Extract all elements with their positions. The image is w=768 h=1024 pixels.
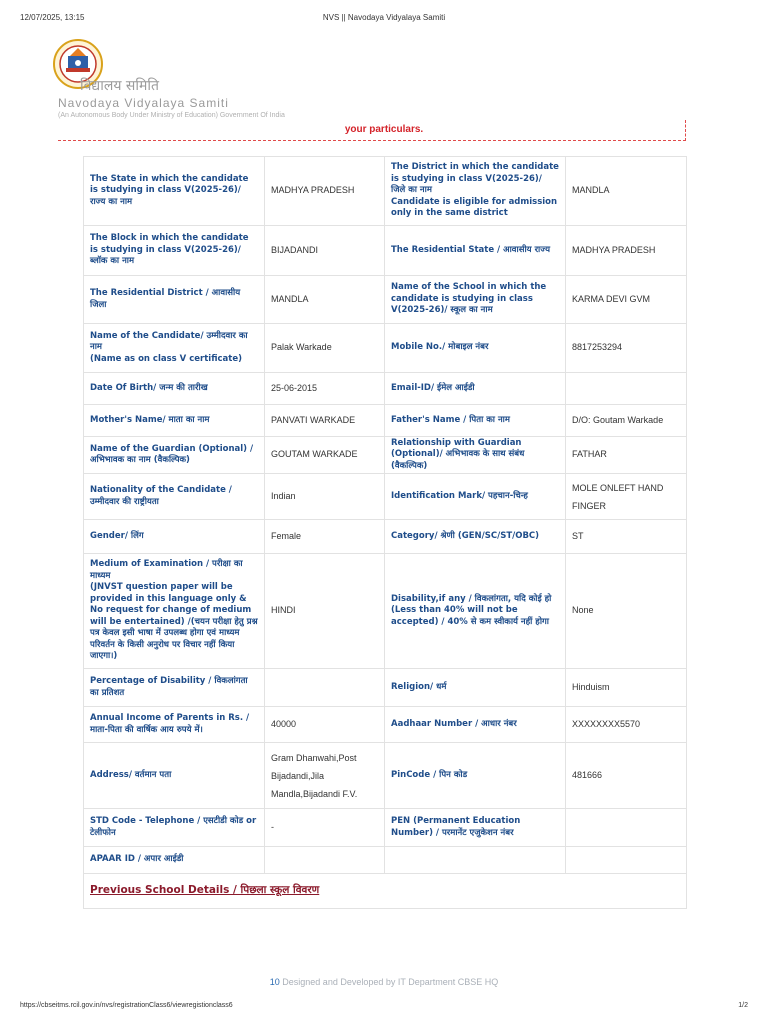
field-label: Gender/ लिंग <box>84 520 265 554</box>
field-value: D/O: Goutam Warkade <box>566 405 687 437</box>
field-value: PANVATI WARKADE <box>265 405 385 437</box>
field-label: STD Code - Telephone / एसटीडी कोड or टेलीफोन <box>84 809 265 847</box>
field-label: Aadhaar Number / आधार नंबर <box>385 707 566 743</box>
field-value <box>566 373 687 405</box>
field-value: BIJADANDI <box>265 226 385 276</box>
table-row <box>84 743 687 809</box>
field-value: MANDLA <box>265 276 385 324</box>
field-value: Female <box>265 520 385 554</box>
field-label: PEN (Permanent Education Number) / परमानेंट एजुकेशन नंबर <box>385 809 566 847</box>
field-value: FATHAR <box>566 437 687 474</box>
table-row <box>84 520 687 554</box>
org-subtitle: (An Autonomous Body Under Ministry of Education) Government Of India <box>58 112 285 119</box>
field-value: 40000 <box>265 707 385 743</box>
field-value: 481666 <box>566 743 687 809</box>
table-row <box>84 373 687 405</box>
field-note: (Name as on class V certificate) <box>90 353 242 364</box>
field-value: MADHYA PRADESH <box>265 157 385 226</box>
table-row <box>84 707 687 743</box>
field-label <box>385 847 566 874</box>
print-header <box>0 10 768 24</box>
field-label: The State in which the candidate is studying in class V(2025-26)/ राज्य का नाम <box>84 157 265 226</box>
footer-text: Designed and Developed by IT Department CBSE HQ <box>282 977 499 987</box>
registration-details-table <box>83 156 687 909</box>
field-value: - <box>265 809 385 847</box>
print-page-number: 1/2 <box>738 1002 748 1009</box>
field-label: The Residential District / आवासीय जिला <box>84 276 265 324</box>
org-hindi-name: विद्यालय समिति <box>80 78 159 94</box>
field-label: Nationality of the Candidate / उम्मीदवार की राष्ट्रीयता <box>84 474 265 520</box>
field-value: Gram Dhanwahi,Post Bijadandi,Jila Mandla,Bijadandi F.V. <box>265 743 385 809</box>
field-value: HINDI <box>265 554 385 669</box>
field-value: Palak Warkade <box>265 324 385 373</box>
org-name: Navodaya Vidyalaya Samiti <box>58 96 229 110</box>
field-label: Mobile No./ मोबाइल नंबर <box>385 324 566 373</box>
table-row <box>84 809 687 847</box>
field-value: ST <box>566 520 687 554</box>
field-value: MOLE ONLEFT HAND FINGER <box>566 474 687 520</box>
field-label: Email-ID/ ईमेल आईडी <box>385 373 566 405</box>
previous-school-details-link[interactable]: Previous School Details / पिछला स्कूल विवरण <box>90 884 320 897</box>
field-label: Name of the Guardian (Optional) / अभिभावक का नाम (वैकल्पिक) <box>84 437 265 474</box>
field-label: The Block in which the candidate is studying in class V(2025-26)/ ब्लॉक का नाम <box>84 226 265 276</box>
print-datetime: 12/07/2025, 13:15 <box>20 13 85 22</box>
field-label: Name of the Candidate/ उम्मीदवार का नाम (Name as on class V certificate) <box>84 324 265 373</box>
field-value: Hinduism <box>566 669 687 707</box>
field-value: XXXXXXXX5570 <box>566 707 687 743</box>
field-label: Percentage of Disability / विकलांगता का प्रतिशत <box>84 669 265 707</box>
field-note: (JNVST question paper will be provided in this language only & No request for change of medium will be entertained) /(चयन परीक्षा हेतु प्रश्न पत्र केवल इसी भाषा में उपलब्ध होगा एवं माध्यम परिवर्तन के किसी अनुरोध पर विचार नहीं किया जाएगा।) <box>90 582 258 662</box>
field-label: Date Of Birth/ जन्म की तारीख <box>84 373 265 405</box>
notice-text: your particulars. <box>344 124 424 135</box>
field-label: Medium of Examination / परीक्षा का माध्यम (JNVST question paper will be provided in this language only & No request for change of medium will be entertained) /(चयन परीक्षा हेतु प्रश्न पत्र केवल इसी भाषा में उपलब्ध होगा एवं माध्यम परिवर्तन के किसी अनुरोध पर विचार नहीं किया जाएगा।) <box>84 554 265 669</box>
field-value: KARMA DEVI GVM <box>566 276 687 324</box>
field-label: The Residential State / आवासीय राज्य <box>385 226 566 276</box>
table-row <box>84 324 687 373</box>
footer-number: 10 <box>269 977 280 987</box>
table-row <box>84 874 687 909</box>
table-row <box>84 226 687 276</box>
field-value: Indian <box>265 474 385 520</box>
site-footer <box>0 977 768 987</box>
table-row <box>84 157 687 226</box>
print-page-title: NVS || Navodaya Vidyalaya Samiti <box>322 13 446 22</box>
table-row <box>84 276 687 324</box>
field-label: Mother's Name/ माता का नाम <box>84 405 265 437</box>
field-label: Religion/ धर्म <box>385 669 566 707</box>
field-label: Category/ श्रेणी (GEN/SC/ST/OBC) <box>385 520 566 554</box>
field-label: Father's Name / पिता का नाम <box>385 405 566 437</box>
table-row <box>84 554 687 669</box>
field-label: Annual Income of Parents in Rs. / माता-पिता की वार्षिक आय रुपये में। <box>84 707 265 743</box>
field-label: APAAR ID / अपार आईडी <box>84 847 265 874</box>
field-label: Relationship with Guardian (Optional)/ अभिभावक के साथ संबंध (वैकल्पिक) <box>385 437 566 474</box>
field-label: Identification Mark/ पहचान-चिन्ह <box>385 474 566 520</box>
field-value <box>265 669 385 707</box>
previous-school-cell <box>84 874 687 909</box>
field-value: MANDLA <box>566 157 687 226</box>
field-note: Candidate is eligible for admission only in the same district <box>391 196 558 219</box>
field-label: The District in which the candidate is studying in class V(2025-26)/ जिले का नाम Candidate is eligible for admission only in the same district <box>385 157 566 226</box>
table-row <box>84 474 687 520</box>
field-value: 8817253294 <box>566 324 687 373</box>
field-value: GOUTAM WARKADE <box>265 437 385 474</box>
field-value: None <box>566 554 687 669</box>
table-row <box>84 847 687 874</box>
field-value <box>566 847 687 874</box>
field-value <box>265 847 385 874</box>
table-row <box>84 437 687 474</box>
field-label: Name of the School in which the candidate is studying in class V(2025-26)/ स्कूल का नाम <box>385 276 566 324</box>
field-value: 25-06-2015 <box>265 373 385 405</box>
field-value: MADHYA PRADESH <box>566 226 687 276</box>
field-value <box>566 809 687 847</box>
field-label: Address/ वर्तमान पता <box>84 743 265 809</box>
table-row <box>84 669 687 707</box>
table-row <box>84 405 687 437</box>
field-label: PinCode / पिन कोड <box>385 743 566 809</box>
field-label: Disability,if any / विकलांगता, यदि कोई हो (Less than 40% will not be accepted) / 40% से कम स्वीकार्य नहीं होगा <box>385 554 566 669</box>
print-url: https://cbseitms.rcil.gov.in/nvs/registrationClass6/viewregistionclass6 <box>20 1002 233 1009</box>
